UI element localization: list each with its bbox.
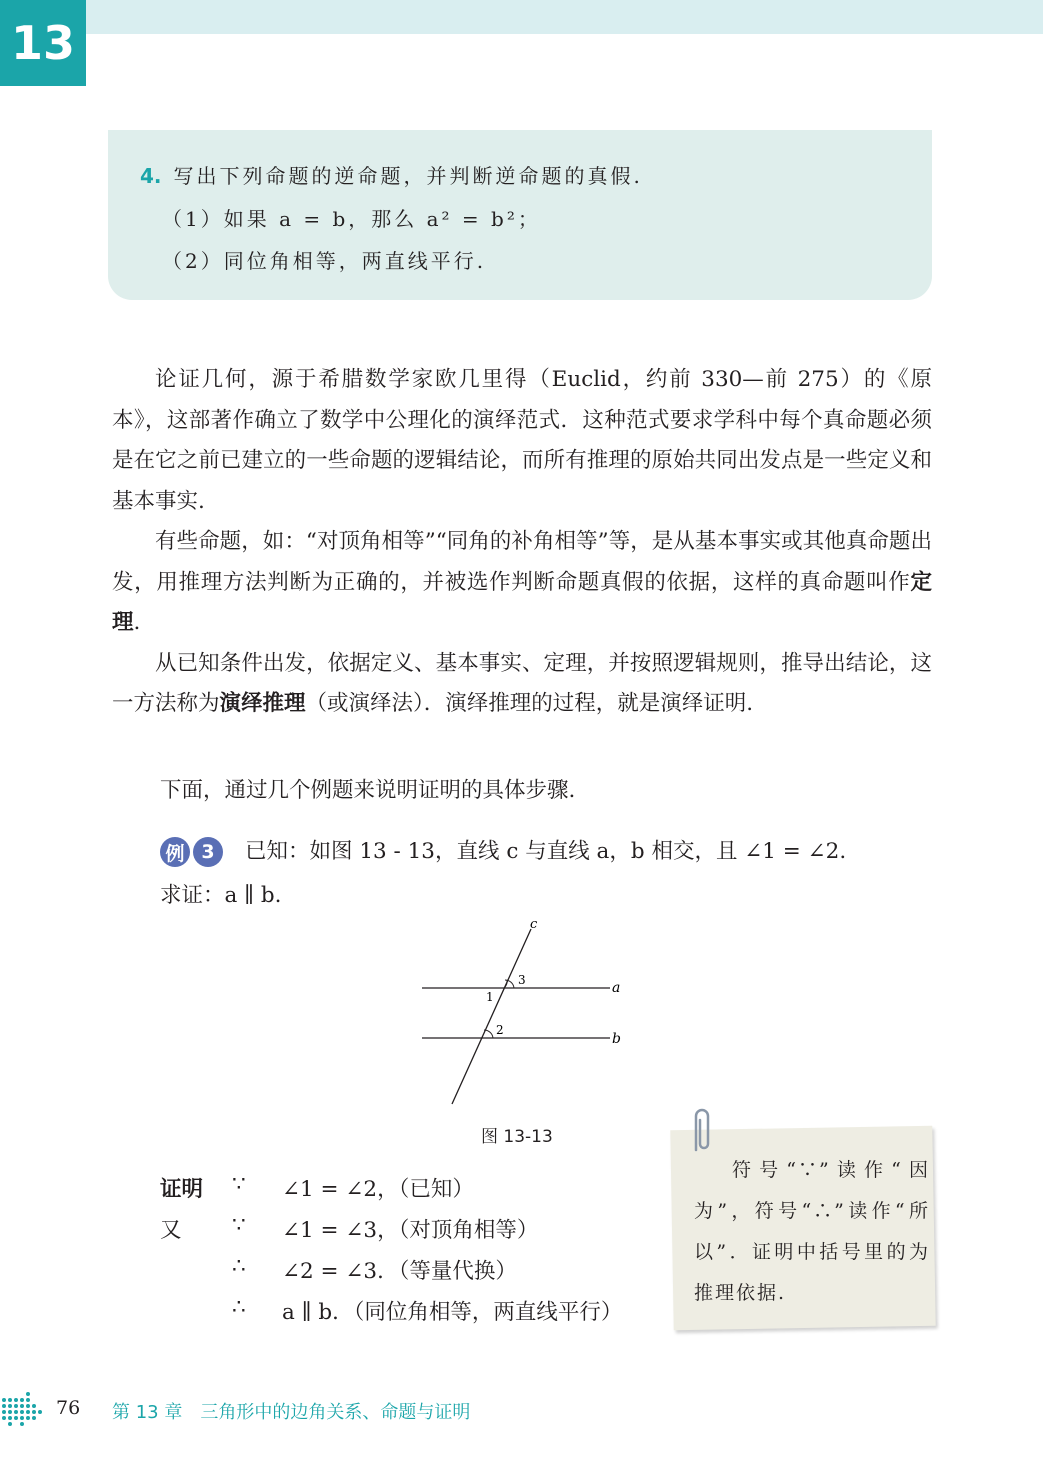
paragraph-3-end: （或演绎法）．演绎推理的过程，就是演绎证明. [305,691,754,716]
because-symbol-1: ∵ [232,1172,246,1197]
proof-again: 又 [160,1218,182,1243]
label-b: b [612,1031,621,1047]
chapter-number-badge: 13 [0,0,86,86]
label-angle-3: 3 [518,973,526,987]
example-number-badge: 3 [193,837,223,867]
example-prove: 求证：a ∥ b. [160,883,282,908]
example-label-badge: 例 [160,837,190,867]
body-text [112,360,932,725]
label-c: c [530,917,538,932]
footer-chapter [112,1398,488,1424]
paragraph-3-text: 从已知条件出发，依据定义、基本事实、定理，并按照逻辑规则，推导出结论，这一方法称为 [112,650,932,716]
therefore-symbol-2: ∴ [232,1295,246,1320]
proof-title: 证明 [160,1177,204,1202]
figure-caption: 图 13-13 [481,1127,553,1147]
therefore-symbol-1: ∴ [232,1254,246,1279]
paragraph-1: 论证几何，源于希腊数学家欧几里得（Euclid，约前 330—前 275）的《原本》，这部著作确立了数学中公理化的演绎范式．这种范式要求学科中每个真命题必须是在它之前已建立的一些命题的逻辑结论，而所有推理的原始共同出发点是一些定义和基本事实. [112,367,932,514]
dots-icon [0,1392,50,1428]
example-given-text: 已知：如图 13 - 13，直线 c 与直线 a，b 相交，且 ∠1 = ∠2. [245,839,847,864]
exercise-prompt-text: 写出下列命题的逆命题，并判断逆命题的真假. [173,164,643,188]
proof-step-4: a ∥ b．（同位角相等，两直线平行） [282,1300,623,1325]
exercise-prompt [140,160,643,189]
exercise-item-1: （1）如果 a = b，那么 a² = b²； [162,207,541,231]
because-symbol-2: ∵ [232,1213,246,1238]
paragraph-2-end: . [133,610,141,635]
line-c [452,929,531,1104]
term-deduction: 演绎推理 [219,691,306,716]
footer-chapter-label: 第 13 章 [112,1402,183,1423]
paperclip-icon [688,1106,718,1156]
label-a: a [612,980,621,996]
paragraph-2-text: 有些命题，如：“对顶角相等”“同角的补角相等”等，是从基本事实或其他真命题出发，用推理方法判断为正确的，并被选作判断命题真假的依据，这样的真命题叫作 [112,529,932,595]
example-given [160,834,846,867]
paragraph-4: 下面，通过几个例题来说明证明的具体步骤. [160,778,576,803]
proof-step-3: ∠2 = ∠3．（等量代换） [282,1259,517,1284]
proof-step-2: ∠1 = ∠3，（对顶角相等） [282,1218,539,1243]
proof-step-1: ∠1 = ∠2，（已知） [282,1177,474,1202]
term-theorem: 定理 [112,569,932,635]
note-text: 符号“∵”读作“因为”，符号“∴”读作“所以”．证明中括号里的为推理依据. [694,1159,930,1304]
label-angle-1: 1 [486,990,494,1004]
footer-chapter-title: 三角形中的边角关系、命题与证明 [200,1402,471,1423]
exercise-number: 4. [140,164,162,188]
paragraph-3 [112,644,932,725]
figure-parallel-lines [410,915,640,1110]
paragraph-2 [112,522,932,644]
header-band [86,0,1043,34]
page-number: 76 [56,1397,81,1419]
label-angle-2: 2 [496,1023,504,1037]
exercise-item-2: （2）同位角相等，两直线平行. [162,249,487,273]
